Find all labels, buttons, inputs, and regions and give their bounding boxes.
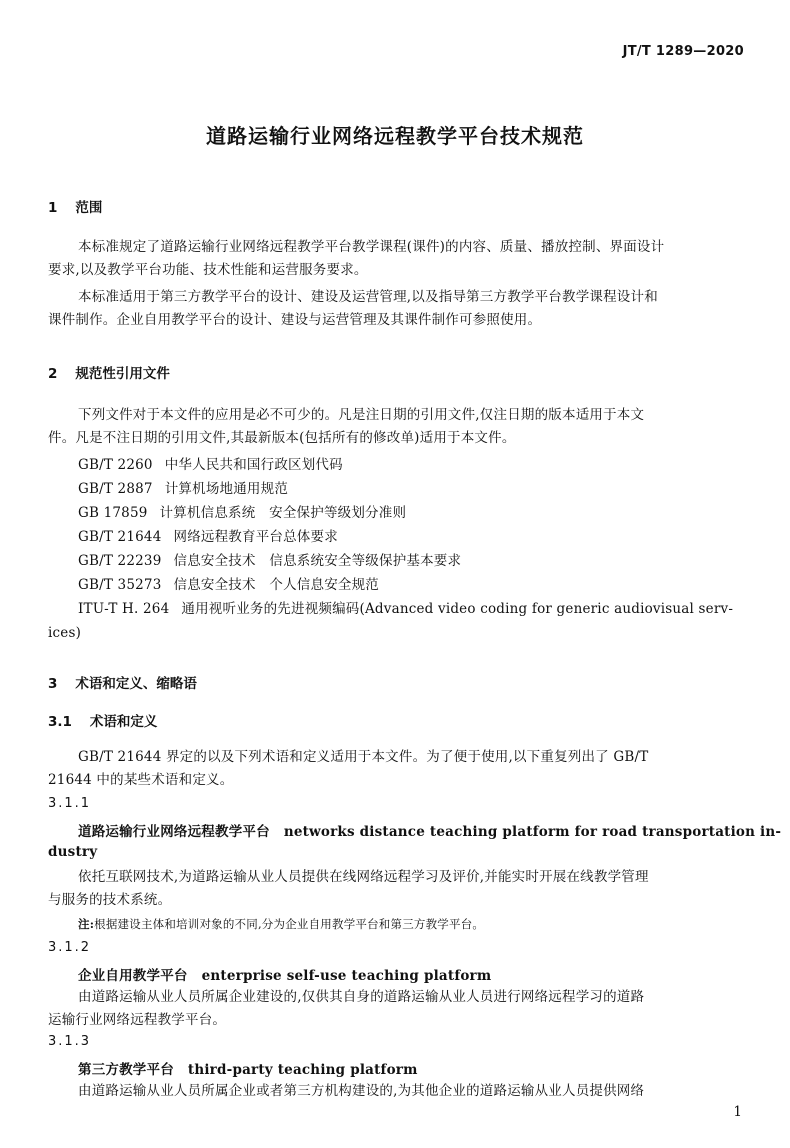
- note-text: 根据建设主体和培训对象的不同,分为企业自用教学平台和第三方教学平台。: [94, 917, 485, 931]
- paragraph-line: 要求,以及教学平台功能、技术性能和运营服务要求。: [48, 262, 368, 278]
- term-english: enterprise self-use teaching platform: [201, 968, 492, 984]
- section-3-title: 术语和定义、缩略语: [75, 676, 197, 692]
- section-2-heading: [48, 362, 170, 382]
- paragraph-line: 课件制作。企业自用教学平台的设计、建设与运营管理及其课件制作可参照使用。: [48, 312, 542, 328]
- normative-reference: [78, 526, 338, 549]
- reference-code: GB/T 22239: [78, 553, 162, 569]
- paragraph-line: 下列文件对于本文件的应用是必不可少的。凡是注日期的引用文件,仅注日期的版本适用于本文: [78, 407, 645, 423]
- section-2-number: 2: [48, 366, 58, 382]
- reference-code: GB/T 35273: [78, 577, 162, 593]
- paragraph-line: 由道路运输从业人员所属企业或者第三方机构建设的,为其他企业的道路运输从业人员提供网络: [78, 1083, 645, 1099]
- section-3-number: 3: [48, 676, 58, 692]
- term-english: networks distance teaching platform for road transportation in-: [283, 824, 782, 840]
- standard-code: JT/T 1289—2020: [622, 44, 744, 59]
- section-1-title: 范围: [75, 200, 103, 216]
- paragraph-line: 依托互联网技术,为道路运输从业人员提供在线网络远程学习及评价,并能实时开展在线教学管理: [78, 869, 649, 885]
- reference-title: 计算机信息系统 安全保护等级划分准则: [159, 505, 407, 521]
- section-3-heading: [48, 672, 197, 692]
- paragraph-line: 件。凡是不注日期的引用文件,其最新版本(包括所有的修改单)适用于本文件。: [48, 430, 516, 446]
- section-2-paragraph-1: [48, 404, 748, 450]
- term-definition: [48, 1080, 748, 1103]
- paragraph-line: GB/T 21644 界定的以及下列术语和定义适用于本文件。为了便于使用,以下重复列出了 GB/T: [78, 749, 649, 765]
- term-clause-number: 3.1.3: [48, 1034, 92, 1049]
- section-3-1-number: 3.1: [48, 714, 72, 730]
- reference-continuation: ices): [48, 625, 82, 641]
- normative-reference: [78, 598, 748, 621]
- section-1-heading: [48, 196, 102, 216]
- reference-code: ITU-T H. 264: [78, 601, 170, 617]
- term-chinese: 企业自用教学平台: [78, 968, 188, 984]
- term-entry: [78, 820, 781, 840]
- reference-code: GB/T 21644: [78, 529, 162, 545]
- reference-code: GB/T 2887: [78, 481, 153, 497]
- section-3-intro: [48, 746, 748, 792]
- section-1-paragraph-1: [48, 236, 748, 282]
- term-definition: [48, 866, 748, 912]
- reference-title: 网络远程教育平台总体要求: [173, 529, 338, 545]
- paragraph-line: 与服务的技术系统。: [48, 892, 172, 908]
- reference-title: 通用视听业务的先进视频编码(Advanced video coding for generic audiovisual serv-: [181, 601, 734, 617]
- document-title: 道路运输行业网络远程教学平台技术规范: [206, 124, 584, 148]
- term-english: third-party teaching platform: [187, 1062, 418, 1078]
- paragraph-line: 运输行业网络远程教学平台。: [48, 1012, 227, 1028]
- term-clause-number: 3.1.2: [48, 940, 92, 955]
- section-3-1-heading: [48, 710, 157, 730]
- reference-code: GB/T 2260: [78, 457, 153, 473]
- section-1-paragraph-2: [48, 286, 748, 332]
- normative-reference: [78, 550, 461, 573]
- reference-code: GB 17859: [78, 505, 148, 521]
- paragraph-line: 21644 中的某些术语和定义。: [48, 772, 234, 788]
- section-3-1-title: 术语和定义: [89, 714, 158, 730]
- term-entry: [78, 964, 491, 984]
- reference-title: 信息安全技术 个人信息安全规范: [173, 577, 379, 593]
- note-label: 注:: [78, 917, 95, 931]
- section-1-number: 1: [48, 200, 58, 216]
- term-english-continuation: dustry: [48, 844, 98, 860]
- term-definition: [48, 986, 748, 1032]
- paragraph-line: 本标准适用于第三方教学平台的设计、建设及运营管理,以及指导第三方教学平台教学课程设计和: [78, 289, 658, 305]
- reference-title: 中华人民共和国行政区划代码: [164, 457, 343, 473]
- normative-reference: [78, 454, 343, 477]
- term-chinese: 第三方教学平台: [78, 1062, 174, 1078]
- term-clause-number: 3.1.1: [48, 796, 92, 811]
- page-number: 1: [733, 1104, 742, 1120]
- paragraph-line: 本标准规定了道路运输行业网络远程教学平台教学课程(课件)的内容、质量、播放控制、界面设计: [78, 239, 665, 255]
- normative-reference: [78, 574, 379, 597]
- reference-title: 信息安全技术 信息系统安全等级保护基本要求: [173, 553, 462, 569]
- section-2-title: 规范性引用文件: [75, 366, 170, 382]
- term-entry: [78, 1058, 418, 1078]
- normative-reference: [78, 502, 406, 525]
- term-chinese: 道路运输行业网络远程教学平台: [78, 824, 270, 840]
- normative-reference: [78, 478, 288, 501]
- reference-title: 计算机场地通用规范: [164, 481, 289, 497]
- term-note: [78, 916, 484, 932]
- paragraph-line: 由道路运输从业人员所属企业建设的,仅供其自身的道路运输从业人员进行网络远程学习的道路: [78, 989, 645, 1005]
